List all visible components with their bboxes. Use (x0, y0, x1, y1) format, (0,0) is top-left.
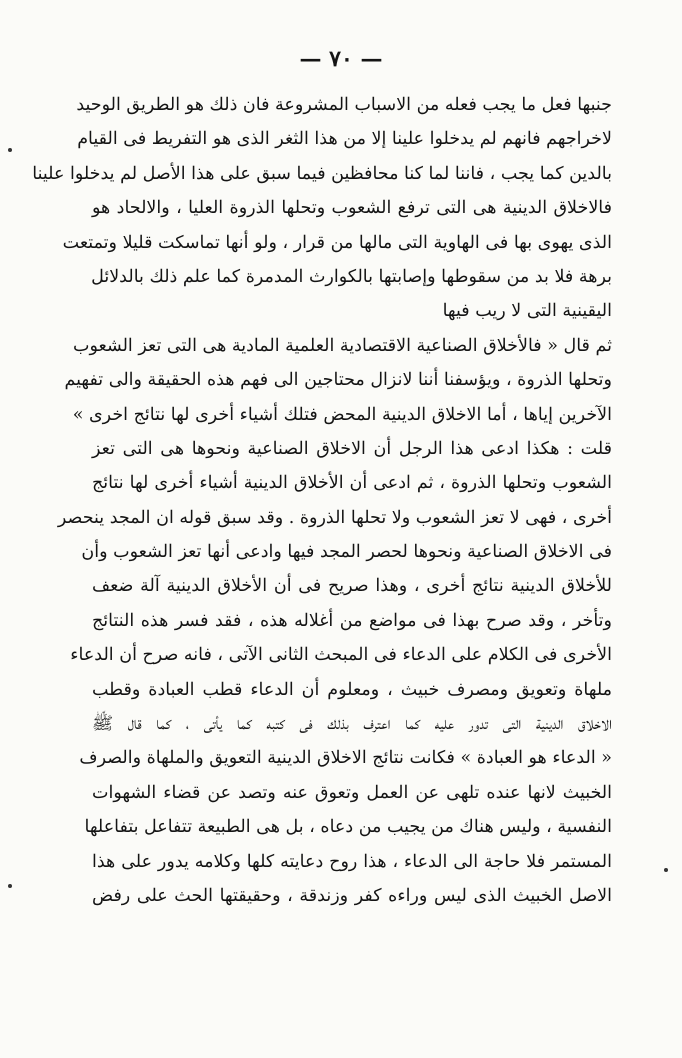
text-line-18: ملهاة وتعويق ومصرف خبيث ، ومعلوم أن الدعاء قطب العبادة وقطب (92, 679, 612, 700)
text-line-10: الآخرين إياها ، أما الاخلاق الدينية المحض فتلك أشياء أخرى لها نتائج اخرى » (72, 404, 612, 425)
text-line-7: اليقينية التى لا ريب فيها (442, 301, 612, 322)
page-number: — ٧٠ — (299, 46, 383, 72)
text-line-22: النفسية ، وليس هناك من يجيب من دعاه ، بل هى الطبيعة تتفاعل بتفاعلها (84, 817, 612, 838)
scan-speck (664, 868, 668, 872)
text-line-6: برهة فلا بد من سقوطها وإصابتها بالكوارث المدمرة كما علم ذلك بالدلائل (91, 266, 612, 287)
body-text (32, 88, 612, 913)
text-line-8: ثم قال « فالأخلاق الصناعية الاقتصادية العلمية المادية هى التى تعز الشعوب (73, 335, 612, 356)
text-line-5: الذى يهوى بها فى الهاوية التى مالها من قرار ، ولو أنها تماسكت قليلا وتمتعت (62, 232, 612, 253)
text-line-15: للأخلاق الدينية نتائج أخرى ، وهذا صريح فى أن الأخلاق الدينية آلة ضعف (92, 576, 612, 597)
text-line-9: وتحلها الذروة ، ويؤسفنا أننا لانزال محتاجين الى فهم هذه الحقيقة والى تفهيم (64, 370, 612, 391)
text-line-14: فى الاخلاق الصناعية ونحوها لحصر المجد فيها وادعى أنها تعز الشعوب وأن (81, 542, 612, 563)
text-line-12: الشعوب وتحلها الذروة ، ثم ادعى أن الأخلاق الدينية أشياء أخرى لها نتائج (92, 473, 612, 494)
text-line-24: الاصل الخبيث الذى ليس وراءه كفر وزندقة ، وحقيقتها الحث على رفض (92, 885, 612, 906)
text-line-20: « الدعاء هو العبادة » فكانت نتائج الاخلاق الدينية التعويق والملهاة والصرف (79, 748, 612, 769)
scan-speck (8, 884, 12, 888)
text-line-3: بالدين كما يجب ، فاننا لما كنا محافظين فيما سبق على هذا الأصل لم يدخلوا علينا (32, 163, 612, 184)
text-line-19: الاخلاق الدينية التى تدور عليه كما اعترف بذلك فى كتبه كما يأتى ، كما قال ﷺ (92, 714, 612, 735)
text-line-23: المستمر فلا حاجة الى الدعاء ، هذا روح دعايته كلها وكلامه يدور على هذا (92, 851, 612, 872)
text-line-17: الأخرى فى الكلام على الدعاء فى المبحث الثانى الآتى ، فانه صرح أن الدعاء (70, 645, 612, 666)
text-line-11: قلت : هكذا ادعى هذا الرجل أن الاخلاق الصناعية ونحوها هى التى تعز (92, 438, 612, 459)
text-line-4: فالاخلاق الدينية هى التى ترفع الشعوب وتحلها الذروة العليا ، والالحاد هو (92, 198, 612, 219)
scan-speck (8, 148, 12, 152)
text-line-16: وتأخر ، وقد صرح بهذا فى مواضع من أغلاله هذه ، فقد فسر هذه النتائج (92, 610, 612, 631)
text-line-13: أخرى ، فهى لا تعز الشعوب ولا تحلها الذروة . وقد سبق قوله ان المجد ينحصر (57, 507, 612, 528)
text-line-1: جنبها فعل ما يجب فعله من الاسباب المشروعة فان ذلك هو الطريق الوحيد (76, 95, 612, 115)
text-line-21: الخبيث لانها عنده تلهى عن العمل وتعوق عنه وتصد عن قضاء الشهوات (92, 782, 612, 803)
text-line-2: لاخراجهم فانهم لم يدخلوا علينا إلا من هذا الثغر الذى هو التفريط فى القيام (77, 129, 612, 150)
